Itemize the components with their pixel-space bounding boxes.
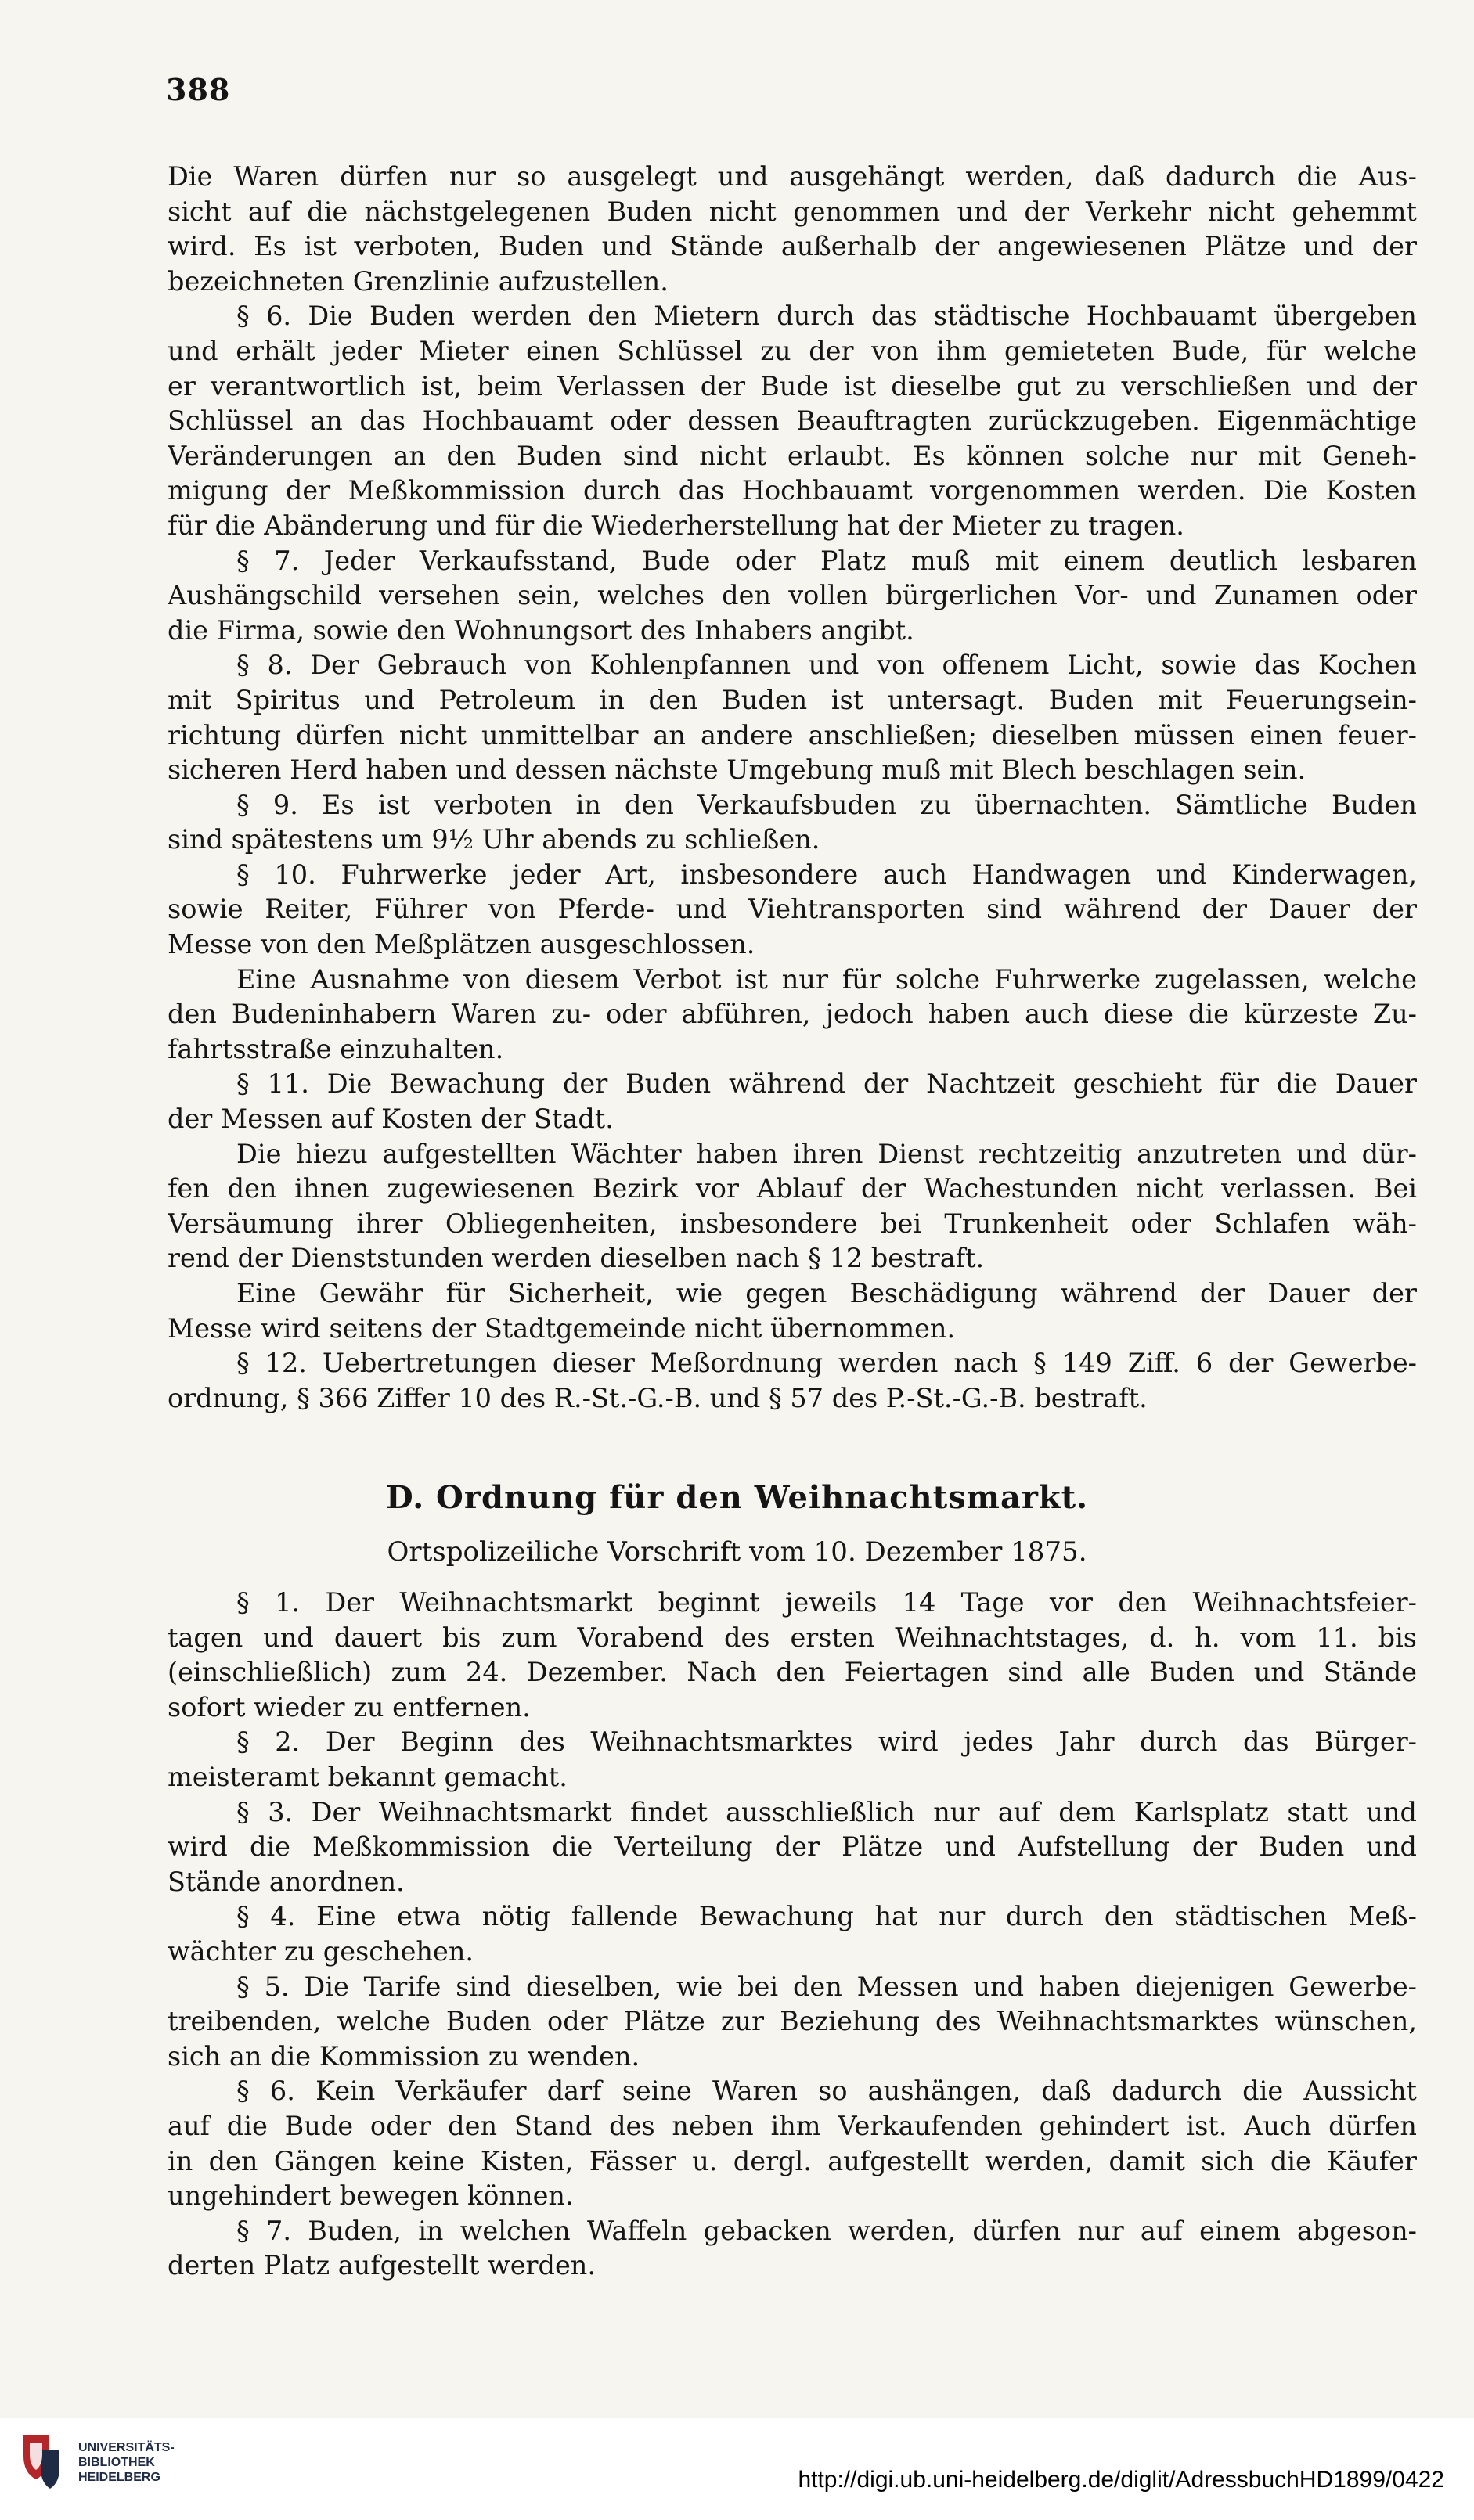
- text-line: Aushängschild versehen sein, welches den vollen bürgerlichen Vor- und Zunamen oder: [168, 580, 1417, 611]
- text-line: migung der Meßkommission durch das Hochbauamt vorgenommen werden. Die Kosten: [168, 475, 1417, 506]
- body-text-bottom: [168, 1586, 1417, 2284]
- text-line: bezeichneten Grenzlinie aufzustellen.: [168, 265, 669, 297]
- library-name-line: UNIVERSITÄTS-: [78, 2441, 175, 2454]
- text-line: der Messen auf Kosten der Stadt.: [168, 1103, 614, 1135]
- text-line: § 4. Eine etwa nötig fallende Bewachung hat nur durch den städtischen Meß-: [236, 1901, 1417, 1932]
- text-line: sowie Reiter, Führer von Pferde- und Viehtransporten sind während der Dauer der: [168, 894, 1417, 925]
- text-line: § 7. Jeder Verkaufsstand, Bude oder Platz muß mit einem deutlich lesbaren: [236, 545, 1417, 576]
- text-line: Versäumung ihrer Obliegenheiten, insbesondere bei Trunkenheit oder Schlafen wäh-: [168, 1208, 1417, 1239]
- text-line: sofort wieder zu entfernen.: [168, 1691, 531, 1723]
- page-number: 388: [166, 72, 231, 107]
- section-heading: D. Ordnung für den Weihnachtsmarkt.: [385, 1479, 1089, 1516]
- text-line: und erhält jeder Mieter einen Schlüssel zu der von ihm gemieteten Bude, für welche: [168, 335, 1417, 366]
- body-text-top: [168, 160, 1417, 1416]
- text-line: (einschließlich) zum 24. Dezember. Nach den Feiertagen sind alle Buden und Stände: [168, 1657, 1417, 1688]
- text-line: ordnung, § 366 Ziffer 10 des R.-St.-G.-B. und § 57 des P.-St.-G.-B. bestraft.: [168, 1382, 1148, 1413]
- text-line: § 6. Kein Verkäufer darf seine Waren so aushängen, daß dadurch die Aussicht: [236, 2075, 1417, 2107]
- text-line: § 8. Der Gebrauch von Kohlenpfannen und von offenem Licht, sowie das Kochen: [236, 650, 1417, 681]
- text-line: § 1. Der Weihnachtsmarkt beginnt jeweils 14 Tage vor den Weihnachtsfeier-: [236, 1587, 1417, 1618]
- text-line: Eine Gewähr für Sicherheit, wie gegen Beschädigung während der Dauer der: [236, 1278, 1417, 1309]
- text-line: auf die Bude oder den Stand des neben ihm Verkaufenden gehindert ist. Auch dürfen: [168, 2110, 1417, 2141]
- text-line: § 2. Der Beginn des Weihnachtsmarktes wird jedes Jahr durch das Bürger-: [236, 1726, 1417, 1758]
- text-line: derten Platz aufgestellt werden.: [168, 2250, 596, 2281]
- text-line: § 12. Uebertretungen dieser Meßordnung werden nach § 149 Ziff. 6 der Gewerbe-: [236, 1348, 1417, 1379]
- text-line: Schlüssel an das Hochbauamt oder dessen Beauftragten zurückzugeben. Eigenmächtige: [168, 405, 1417, 437]
- text-line: wird die Meßkommission die Verteilung der Plätze und Aufstellung der Buden und: [168, 1831, 1417, 1863]
- text-line: Eine Ausnahme von diesem Verbot ist nur für solche Fuhrwerke zugelassen, welche: [236, 963, 1417, 995]
- library-name-line: BIBLIOTHEK: [78, 2456, 155, 2469]
- text-line: er verantwortlich ist, beim Verlassen der Bude ist dieselbe gut zu verschließen und der: [168, 370, 1417, 401]
- text-line: § 9. Es ist verboten in den Verkaufsbuden zu übernachten. Sämtliche Buden: [236, 789, 1417, 820]
- text-line: § 7. Buden, in welchen Waffeln gebacken werden, dürfen nur auf einem abgeson-: [236, 2215, 1417, 2246]
- text-line: richtung dürfen nicht unmittelbar an andere anschließen; dieselben müssen einen feuer-: [168, 719, 1417, 751]
- text-line: Veränderungen an den Buden sind nicht erlaubt. Es können solche nur mit Geneh-: [168, 440, 1417, 471]
- text-line: treibenden, welche Buden oder Plätze zur Beziehung des Weihnachtsmarktes wünschen,: [168, 2006, 1417, 2037]
- text-line: fen den ihnen zugewiesenen Bezirk vor Ablauf der Wachestunden nicht verlassen. Bei: [168, 1173, 1417, 1204]
- source-url-link[interactable]: http://digi.ub.uni-heidelberg.de/diglit/AdressbuchHD1899/0422: [798, 2467, 1444, 2493]
- text-line: Messe von den Meßplätzen ausgeschlossen.: [168, 929, 755, 960]
- text-line: fahrtsstraße einzuhalten.: [168, 1033, 504, 1064]
- text-line: sicht auf die nächstgelegenen Buden nicht genommen und der Verkehr nicht gehemmt: [168, 196, 1417, 227]
- text-line: sich an die Kommission zu wenden.: [168, 2040, 640, 2072]
- text-line: § 10. Fuhrwerke jeder Art, insbesondere auch Handwagen und Kinderwagen,: [236, 859, 1417, 890]
- library-name-line: HEIDELBERG: [78, 2471, 160, 2484]
- text-line: sicheren Herd haben und dessen nächste Umgebung muß mit Blech beschlagen sein.: [168, 754, 1306, 786]
- text-line: den Budeninhabern Waren zu- oder abführen, jedoch haben auch diese die kürzeste Zu-: [168, 999, 1417, 1030]
- library-seal-icon: [17, 2432, 63, 2495]
- text-line: in den Gängen keine Kisten, Fässer u. dergl. aufgestellt werden, damit sich die Käufer: [168, 2145, 1417, 2176]
- text-line: die Firma, sowie den Wohnungsort des Inhabers angibt.: [168, 614, 914, 646]
- text-line: rend der Dienststunden werden dieselben nach § 12 bestraft.: [168, 1243, 985, 1274]
- text-line: meisteramt bekannt gemacht.: [168, 1761, 568, 1792]
- text-line: § 3. Der Weihnachtsmarkt findet ausschließlich nur auf dem Karlsplatz statt und: [236, 1796, 1417, 1827]
- text-line: tagen und dauert bis zum Vorabend des ersten Weihnachtstages, d. h. vom 11. bis: [168, 1622, 1417, 1653]
- text-line: Messe wird seitens der Stadtgemeinde nicht übernommen.: [168, 1312, 956, 1344]
- text-line: Die Waren dürfen nur so ausgelegt und ausgehängt werden, daß dadurch die Aus-: [168, 161, 1417, 192]
- text-line: sind spätestens um 9½ Uhr abends zu schließen.: [168, 824, 820, 855]
- text-line: § 11. Die Bewachung der Buden während der Nachtzeit geschieht für die Dauer: [236, 1068, 1417, 1100]
- text-line: für die Abänderung und für die Wiederherstellung hat der Mieter zu tragen.: [168, 509, 1184, 541]
- text-line: wächter zu geschehen.: [168, 1935, 474, 1967]
- section-subheading: Ortspolizeiliche Vorschrift vom 10. Dezember 1875.: [387, 1536, 1087, 1568]
- text-line: Stände anordnen.: [168, 1866, 405, 1897]
- library-name: [78, 2440, 175, 2485]
- text-line: ungehindert bewegen können.: [168, 2180, 574, 2212]
- text-line: Die hiezu aufgestellten Wächter haben ihren Dienst rechtzeitig anzutreten und dür-: [236, 1138, 1417, 1169]
- text-line: wird. Es ist verboten, Buden und Stände außerhalb der angewiesenen Plätze und der: [168, 231, 1417, 262]
- text-line: mit Spiritus und Petroleum in den Buden ist untersagt. Buden mit Feuerungsein-: [168, 684, 1417, 715]
- text-line: § 5. Die Tarife sind dieselben, wie bei den Messen und haben diejenigen Gewerbe-: [236, 1971, 1417, 2002]
- text-line: § 6. Die Buden werden den Mietern durch das städtische Hochbauamt übergeben: [236, 301, 1417, 332]
